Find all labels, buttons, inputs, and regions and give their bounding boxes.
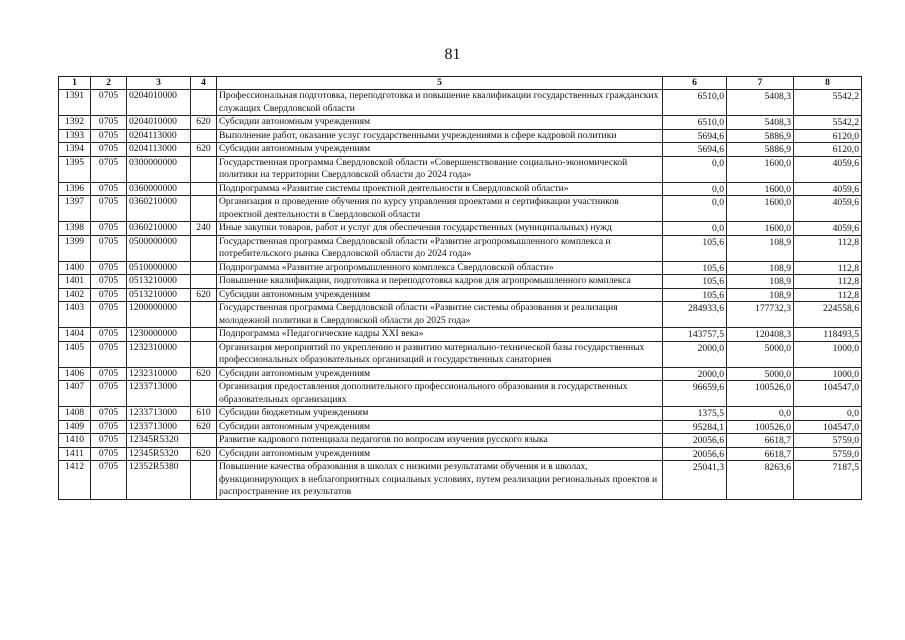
row-number-cell: 1402 bbox=[59, 288, 91, 302]
amount-2025-cell bbox=[794, 328, 862, 342]
amount-2025-cell bbox=[794, 461, 862, 500]
amount-2024-cell bbox=[727, 302, 794, 328]
amount-value: 5759,0 bbox=[832, 448, 859, 460]
amount-value: 5759,0 bbox=[832, 435, 859, 446]
table-row bbox=[59, 434, 862, 448]
amount-2025-cell bbox=[794, 302, 862, 328]
amount-2025-cell bbox=[794, 288, 862, 302]
table-row bbox=[59, 196, 862, 222]
target-code-cell: 0513210000 bbox=[127, 275, 191, 289]
expense-type-cell: 620 bbox=[191, 367, 217, 381]
row-number-cell: 1411 bbox=[59, 447, 91, 461]
amount-2024-cell bbox=[727, 447, 794, 461]
amount-value: 1000,0 bbox=[832, 342, 859, 354]
expense-type-cell bbox=[191, 302, 217, 328]
row-number-cell: 1394 bbox=[59, 143, 91, 157]
item-name-cell: Повышение качества образования в школах с низкими результатами обучения и в школах, функционирующих в неблагоприятных социальных условиях, путем реализации региональных проектов и распространение их результатов bbox=[217, 461, 663, 500]
amount-2025-cell bbox=[794, 182, 862, 196]
table-body bbox=[59, 90, 862, 500]
target-code-cell: 0510000000 bbox=[127, 261, 191, 275]
amount-value: 0,0 bbox=[712, 197, 724, 208]
amount-value: 108,9 bbox=[769, 236, 791, 248]
item-name-cell: Субсидии автономным учреждениям bbox=[217, 367, 663, 381]
target-code-cell: 1232310000 bbox=[127, 367, 191, 381]
expense-type-cell bbox=[191, 261, 217, 275]
amount-value: 4059,6 bbox=[832, 223, 859, 234]
amount-value: 5000,0 bbox=[764, 368, 791, 380]
expense-type-cell: 620 bbox=[191, 447, 217, 461]
row-number-cell: 1396 bbox=[59, 182, 91, 196]
amount-value: 284933,6 bbox=[688, 303, 724, 314]
amount-2023-cell bbox=[663, 407, 727, 421]
amount-value: 1600,0 bbox=[764, 223, 791, 234]
target-code-cell: 0360000000 bbox=[127, 182, 191, 196]
amount-value: 105,6 bbox=[702, 289, 724, 301]
header-cell: 7 bbox=[727, 77, 794, 90]
table-row bbox=[59, 90, 862, 116]
row-number-cell: 1409 bbox=[59, 420, 91, 434]
item-name-cell: Государственная программа Свердловской области «Развитие агропромышленного комплекса и потребительского рынка Свердловской области до 2024 года» bbox=[217, 235, 663, 261]
amount-2023-cell bbox=[663, 143, 727, 157]
expense-type-cell bbox=[191, 341, 217, 367]
amount-2024-cell bbox=[727, 275, 794, 289]
item-name-cell: Иные закупки товаров, работ и услуг для обеспечения государственных (муниципальных) нужд bbox=[217, 222, 663, 236]
amount-value: 95284,1 bbox=[692, 421, 724, 433]
target-code-cell: 1233713000 bbox=[127, 381, 191, 407]
target-code-cell: 0360210000 bbox=[127, 196, 191, 222]
amount-2025-cell bbox=[794, 129, 862, 143]
section-code-cell: 0705 bbox=[91, 222, 127, 236]
amount-2025-cell bbox=[794, 434, 862, 448]
amount-value: 5694,6 bbox=[697, 130, 724, 142]
amount-value: 105,6 bbox=[702, 276, 724, 287]
expense-type-cell bbox=[191, 182, 217, 196]
section-code-cell: 0705 bbox=[91, 156, 127, 182]
amount-value: 96659,6 bbox=[692, 382, 724, 393]
amount-2024-cell bbox=[727, 341, 794, 367]
amount-value: 6510,0 bbox=[697, 117, 724, 128]
header-cell: 3 bbox=[127, 77, 191, 90]
budget-table bbox=[58, 76, 862, 500]
header-cell: 4 bbox=[191, 77, 217, 90]
item-name-cell: Субсидии автономным учреждениям bbox=[217, 116, 663, 130]
row-number-cell: 1401 bbox=[59, 275, 91, 289]
amount-value: 6120,0 bbox=[832, 144, 859, 155]
amount-2023-cell bbox=[663, 420, 727, 434]
target-code-cell: 12345R5320 bbox=[127, 447, 191, 461]
row-number-cell: 1391 bbox=[59, 90, 91, 116]
table-row bbox=[59, 116, 862, 130]
amount-value: 5408,3 bbox=[764, 91, 791, 102]
amount-value: 112,8 bbox=[837, 236, 859, 248]
amount-2024-cell bbox=[727, 90, 794, 116]
amount-2023-cell bbox=[663, 302, 727, 328]
row-number-cell: 1408 bbox=[59, 407, 91, 421]
amount-value: 112,8 bbox=[837, 276, 859, 287]
amount-2024-cell bbox=[727, 261, 794, 275]
expense-type-cell bbox=[191, 235, 217, 261]
amount-2024-cell bbox=[727, 407, 794, 421]
table-row bbox=[59, 447, 862, 461]
section-code-cell: 0705 bbox=[91, 275, 127, 289]
amount-2023-cell bbox=[663, 235, 727, 261]
item-name-cell: Выполнение работ, оказание услуг государственными учреждениями в сфере кадровой политики bbox=[217, 129, 663, 143]
amount-2025-cell bbox=[794, 143, 862, 157]
amount-value: 8263,6 bbox=[764, 462, 791, 473]
amount-2025-cell bbox=[794, 196, 862, 222]
section-code-cell: 0705 bbox=[91, 182, 127, 196]
amount-2025-cell bbox=[794, 275, 862, 289]
expense-type-cell: 610 bbox=[191, 407, 217, 421]
amount-value: 25041,3 bbox=[692, 462, 724, 473]
amount-2023-cell bbox=[663, 381, 727, 407]
item-name-cell: Организация предоставления дополнительного профессионального образования в государственных образовательных организациях bbox=[217, 381, 663, 407]
amount-2023-cell bbox=[663, 447, 727, 461]
amount-2025-cell bbox=[794, 222, 862, 236]
target-code-cell: 0500000000 bbox=[127, 235, 191, 261]
amount-2023-cell bbox=[663, 328, 727, 342]
header-cell: 2 bbox=[91, 77, 127, 90]
item-name-cell: Субсидии бюджетным учреждениям bbox=[217, 407, 663, 421]
item-name-cell: Субсидии автономным учреждениям bbox=[217, 420, 663, 434]
amount-value: 7187,5 bbox=[832, 462, 859, 473]
table-row bbox=[59, 261, 862, 275]
expense-type-cell bbox=[191, 434, 217, 448]
section-code-cell: 0705 bbox=[91, 288, 127, 302]
table-row bbox=[59, 302, 862, 328]
section-code-cell: 0705 bbox=[91, 328, 127, 342]
amount-value: 5408,3 bbox=[764, 117, 791, 128]
table-row bbox=[59, 328, 862, 342]
item-name-cell: Государственная программа Свердловской области «Совершенствование социально-экономической политики на территории Свердловской области до 2024 года» bbox=[217, 156, 663, 182]
amount-value: 1375,5 bbox=[697, 408, 724, 419]
target-code-cell: 1232310000 bbox=[127, 341, 191, 367]
amount-2025-cell bbox=[794, 447, 862, 461]
expense-type-cell: 620 bbox=[191, 116, 217, 130]
expense-type-cell bbox=[191, 156, 217, 182]
section-code-cell: 0705 bbox=[91, 461, 127, 500]
item-name-cell: Подпрограмма «Педагогические кадры XXI века» bbox=[217, 328, 663, 342]
item-name-cell: Подпрограмма «Развитие агропромышленного комплекса Свердловской области» bbox=[217, 261, 663, 275]
item-name-cell: Подпрограмма «Развитие системы проектной деятельности в Свердловской области» bbox=[217, 182, 663, 196]
amount-2024-cell bbox=[727, 222, 794, 236]
item-name-cell: Государственная программа Свердловской области «Развитие системы образования и реализация молодежной политики в Свердловской области до 2025 года» bbox=[217, 302, 663, 328]
amount-value: 120408,3 bbox=[755, 329, 791, 340]
section-code-cell: 0705 bbox=[91, 420, 127, 434]
target-code-cell: 12352R5380 bbox=[127, 461, 191, 500]
header-cell: 6 bbox=[663, 77, 727, 90]
amount-value: 104547,0 bbox=[823, 382, 859, 393]
row-number-cell: 1410 bbox=[59, 434, 91, 448]
amount-2023-cell bbox=[663, 182, 727, 196]
amount-2025-cell bbox=[794, 420, 862, 434]
amount-value: 20056,6 bbox=[692, 435, 724, 446]
target-code-cell: 0204113000 bbox=[127, 143, 191, 157]
table-row bbox=[59, 341, 862, 367]
amount-value: 105,6 bbox=[702, 262, 724, 274]
amount-value: 4059,6 bbox=[832, 157, 859, 169]
row-number-cell: 1393 bbox=[59, 129, 91, 143]
section-code-cell: 0705 bbox=[91, 196, 127, 222]
section-code-cell: 0705 bbox=[91, 434, 127, 448]
amount-2025-cell bbox=[794, 156, 862, 182]
table-row bbox=[59, 420, 862, 434]
amount-2024-cell bbox=[727, 129, 794, 143]
amount-2024-cell bbox=[727, 116, 794, 130]
table-row bbox=[59, 222, 862, 236]
target-code-cell: 0204113000 bbox=[127, 129, 191, 143]
amount-value: 20056,6 bbox=[692, 448, 724, 460]
expense-type-cell bbox=[191, 461, 217, 500]
amount-value: 100526,0 bbox=[755, 421, 791, 433]
section-code-cell: 0705 bbox=[91, 261, 127, 275]
amount-2025-cell bbox=[794, 90, 862, 116]
amount-2024-cell bbox=[727, 156, 794, 182]
item-name-cell: Субсидии автономным учреждениям bbox=[217, 447, 663, 461]
amount-value: 4059,6 bbox=[832, 183, 859, 195]
amount-2024-cell bbox=[727, 328, 794, 342]
row-number-cell: 1397 bbox=[59, 196, 91, 222]
amount-value: 1600,0 bbox=[764, 157, 791, 169]
amount-2023-cell bbox=[663, 288, 727, 302]
item-name-cell: Профессиональная подготовка, переподготовка и повышение квалификации государственных гражданских служащих Свердловской области bbox=[217, 90, 663, 116]
amount-value: 5542,2 bbox=[832, 117, 859, 128]
target-code-cell: 1233713000 bbox=[127, 407, 191, 421]
amount-value: 105,6 bbox=[702, 236, 724, 248]
amount-2024-cell bbox=[727, 420, 794, 434]
amount-value: 5886,9 bbox=[764, 144, 791, 155]
row-number-cell: 1412 bbox=[59, 461, 91, 500]
row-number-cell: 1392 bbox=[59, 116, 91, 130]
expense-type-cell: 240 bbox=[191, 222, 217, 236]
table-row bbox=[59, 275, 862, 289]
section-code-cell: 0705 bbox=[91, 90, 127, 116]
amount-2024-cell bbox=[727, 143, 794, 157]
amount-value: 112,8 bbox=[837, 262, 859, 274]
amount-2024-cell bbox=[727, 196, 794, 222]
table-row bbox=[59, 182, 862, 196]
amount-value: 224558,6 bbox=[823, 303, 859, 314]
section-code-cell: 0705 bbox=[91, 381, 127, 407]
target-code-cell: 0513210000 bbox=[127, 288, 191, 302]
table-row bbox=[59, 143, 862, 157]
amount-value: 1000,0 bbox=[832, 368, 859, 380]
header-cell: 8 bbox=[794, 77, 862, 90]
target-code-cell: 12345R5320 bbox=[127, 434, 191, 448]
amount-value: 177732,3 bbox=[755, 303, 791, 314]
amount-2025-cell bbox=[794, 116, 862, 130]
amount-value: 6120,0 bbox=[832, 130, 859, 142]
table-row bbox=[59, 461, 862, 500]
amount-2023-cell bbox=[663, 196, 727, 222]
row-number-cell: 1405 bbox=[59, 341, 91, 367]
amount-value: 5694,6 bbox=[697, 144, 724, 155]
row-number-cell: 1399 bbox=[59, 235, 91, 261]
row-number-cell: 1404 bbox=[59, 328, 91, 342]
header-cell: 5 bbox=[217, 77, 663, 90]
row-number-cell: 1406 bbox=[59, 367, 91, 381]
expense-type-cell: 620 bbox=[191, 288, 217, 302]
amount-value: 118493,5 bbox=[823, 329, 859, 340]
expense-type-cell bbox=[191, 381, 217, 407]
section-code-cell: 0705 bbox=[91, 302, 127, 328]
amount-value: 0,0 bbox=[847, 408, 859, 419]
amount-value: 108,9 bbox=[769, 262, 791, 274]
item-name-cell: Повышение квалификации, подготовка и переподготовка кадров для агропромышленного комплекса bbox=[217, 275, 663, 289]
amount-2025-cell bbox=[794, 367, 862, 381]
target-code-cell: 1230000000 bbox=[127, 328, 191, 342]
amount-2023-cell bbox=[663, 341, 727, 367]
item-name-cell: Субсидии автономным учреждениям bbox=[217, 288, 663, 302]
section-code-cell: 0705 bbox=[91, 235, 127, 261]
amount-value: 6510,0 bbox=[697, 91, 724, 102]
amount-2024-cell bbox=[727, 288, 794, 302]
row-number-cell: 1398 bbox=[59, 222, 91, 236]
amount-value: 6618,7 bbox=[764, 435, 791, 446]
amount-2023-cell bbox=[663, 434, 727, 448]
amount-value: 5886,9 bbox=[764, 130, 791, 142]
amount-value: 100526,0 bbox=[755, 382, 791, 393]
amount-value: 0,0 bbox=[712, 183, 724, 195]
amount-2023-cell bbox=[663, 156, 727, 182]
row-number-cell: 1403 bbox=[59, 302, 91, 328]
section-code-cell: 0705 bbox=[91, 129, 127, 143]
amount-value: 1600,0 bbox=[764, 183, 791, 195]
header-cell: 1 bbox=[59, 77, 91, 90]
amount-value: 1600,0 bbox=[764, 197, 791, 208]
amount-2025-cell bbox=[794, 235, 862, 261]
table-row bbox=[59, 288, 862, 302]
section-code-cell: 0705 bbox=[91, 407, 127, 421]
amount-value: 0,0 bbox=[712, 157, 724, 169]
amount-2024-cell bbox=[727, 381, 794, 407]
amount-value: 112,8 bbox=[837, 289, 859, 301]
amount-value: 108,9 bbox=[769, 289, 791, 301]
section-code-cell: 0705 bbox=[91, 341, 127, 367]
section-code-cell: 0705 bbox=[91, 447, 127, 461]
amount-2023-cell bbox=[663, 275, 727, 289]
amount-value: 143757,5 bbox=[688, 329, 724, 340]
expense-type-cell bbox=[191, 328, 217, 342]
target-code-cell: 1200000000 bbox=[127, 302, 191, 328]
amount-2023-cell bbox=[663, 367, 727, 381]
section-code-cell: 0705 bbox=[91, 367, 127, 381]
expense-type-cell: 620 bbox=[191, 143, 217, 157]
target-code-cell: 0204010000 bbox=[127, 90, 191, 116]
item-name-cell: Организация и проведение обучения по курсу управления проектами и сертификации участников проектной деятельности в Свердловской области bbox=[217, 196, 663, 222]
amount-2025-cell bbox=[794, 341, 862, 367]
amount-value: 6618,7 bbox=[764, 448, 791, 460]
item-name-cell: Субсидии автономным учреждениям bbox=[217, 143, 663, 157]
item-name-cell: Организация мероприятий по укреплению и развитию материально-технической базы государственных профессиональных образовательных организаций и государственных санаториев bbox=[217, 341, 663, 367]
target-code-cell: 0204010000 bbox=[127, 116, 191, 130]
expense-type-cell bbox=[191, 196, 217, 222]
target-code-cell: 0300000000 bbox=[127, 156, 191, 182]
amount-2023-cell bbox=[663, 116, 727, 130]
amount-value: 5542,2 bbox=[832, 91, 859, 102]
amount-2023-cell bbox=[663, 90, 727, 116]
expense-type-cell: 620 bbox=[191, 420, 217, 434]
row-number-cell: 1407 bbox=[59, 381, 91, 407]
item-name-cell: Развитие кадрового потенциала педагогов по вопросам изучения русского языка bbox=[217, 434, 663, 448]
table-header-row bbox=[59, 77, 862, 90]
amount-value: 4059,6 bbox=[832, 197, 859, 208]
amount-value: 108,9 bbox=[769, 276, 791, 287]
section-code-cell: 0705 bbox=[91, 143, 127, 157]
amount-2023-cell bbox=[663, 461, 727, 500]
expense-type-cell bbox=[191, 129, 217, 143]
table-row bbox=[59, 156, 862, 182]
section-code-cell: 0705 bbox=[91, 116, 127, 130]
table-row bbox=[59, 367, 862, 381]
amount-2025-cell bbox=[794, 381, 862, 407]
expense-type-cell bbox=[191, 275, 217, 289]
amount-2023-cell bbox=[663, 129, 727, 143]
amount-2023-cell bbox=[663, 261, 727, 275]
amount-value: 0,0 bbox=[712, 223, 724, 234]
expense-type-cell bbox=[191, 90, 217, 116]
amount-2023-cell bbox=[663, 222, 727, 236]
amount-value: 0,0 bbox=[779, 408, 791, 419]
amount-value: 2000,0 bbox=[697, 342, 724, 354]
target-code-cell: 1233713000 bbox=[127, 420, 191, 434]
table-row bbox=[59, 235, 862, 261]
amount-2025-cell bbox=[794, 261, 862, 275]
amount-2024-cell bbox=[727, 461, 794, 500]
row-number-cell: 1395 bbox=[59, 156, 91, 182]
amount-2024-cell bbox=[727, 182, 794, 196]
amount-2024-cell bbox=[727, 367, 794, 381]
target-code-cell: 0360210000 bbox=[127, 222, 191, 236]
page-number: 81 bbox=[444, 46, 461, 63]
table-row bbox=[59, 381, 862, 407]
amount-2024-cell bbox=[727, 434, 794, 448]
table-row bbox=[59, 407, 862, 421]
amount-2024-cell bbox=[727, 235, 794, 261]
amount-value: 2000,0 bbox=[697, 368, 724, 380]
amount-2025-cell bbox=[794, 407, 862, 421]
row-number-cell: 1400 bbox=[59, 261, 91, 275]
amount-value: 104547,0 bbox=[823, 421, 859, 433]
amount-value: 5000,0 bbox=[764, 342, 791, 354]
table-row bbox=[59, 129, 862, 143]
